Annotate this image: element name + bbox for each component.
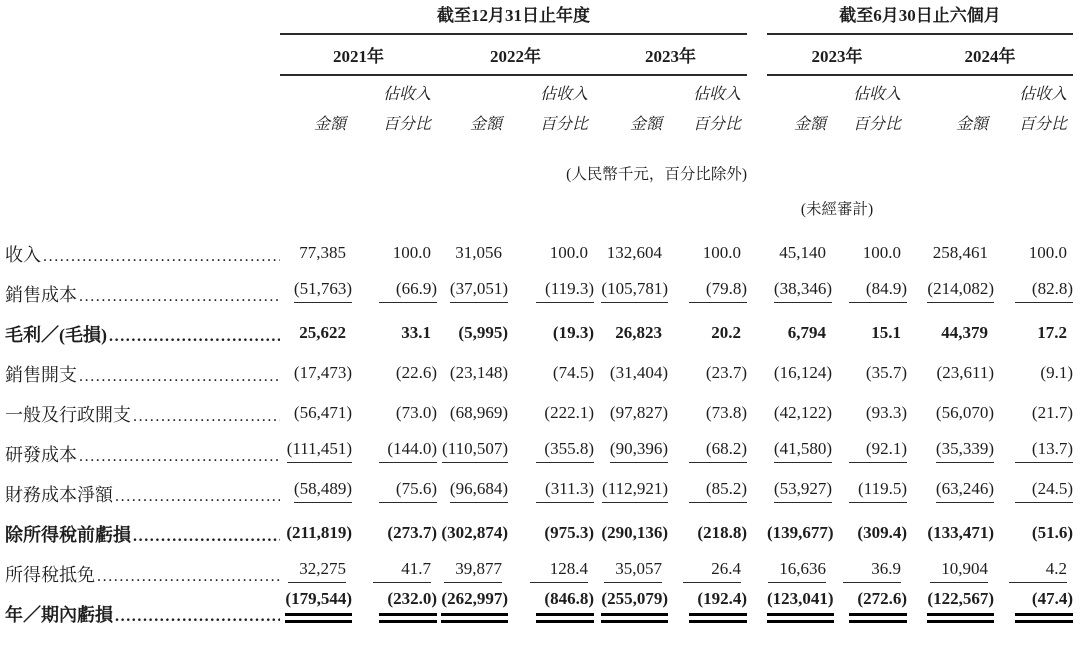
row-label	[0, 308, 280, 348]
row-label-text: 銷售開支	[5, 365, 77, 385]
value-cell: 10,904	[907, 548, 994, 588]
value-cell: (179,544)	[280, 588, 352, 628]
row-label-text: 毛利／(毛損)	[5, 325, 107, 345]
value-cell: 44,379	[941, 323, 988, 342]
table-row	[0, 588, 1080, 628]
dot-leader	[77, 448, 280, 468]
row-label-text: 財務成本淨額	[5, 485, 113, 505]
value-cell: (75.6)	[352, 468, 437, 508]
amount-column-header: 金額	[313, 116, 346, 133]
unaudited-note-row	[0, 190, 1080, 228]
value-cell: (22.6)	[395, 363, 437, 382]
year-header-2022: 2022年	[437, 34, 594, 75]
table-row	[0, 508, 1080, 548]
value-cell: (90,396)	[594, 428, 668, 468]
value-cell: (96,684)	[437, 468, 508, 508]
row-label	[0, 508, 280, 548]
value-cell: 26,823	[615, 323, 662, 342]
value-cell: (21.7)	[1031, 403, 1073, 422]
dot-leader	[131, 528, 280, 548]
value-cell: (84.9)	[832, 268, 907, 308]
amount-column-header: 金額	[629, 116, 662, 133]
value-cell: (38,346)	[767, 268, 832, 308]
dot-leader	[113, 608, 280, 628]
dot-leader	[95, 568, 280, 588]
value-cell: (16,124)	[773, 363, 832, 382]
amount-column-header: 金額	[469, 116, 502, 133]
row-label	[0, 548, 280, 588]
value-cell: 100.0	[392, 243, 431, 262]
interim-period-header: 截至6月30日止六個月	[767, 0, 1073, 34]
value-cell: (53,927)	[767, 468, 832, 508]
row-label	[0, 468, 280, 508]
value-cell: (355.8)	[508, 428, 594, 468]
value-cell: (93.3)	[865, 403, 907, 422]
value-cell: 35,057	[594, 548, 668, 588]
value-cell: 41.7	[352, 548, 437, 588]
value-cell: 36.9	[832, 548, 907, 588]
value-cell: (218.8)	[697, 523, 747, 542]
value-cell: 100.0	[549, 243, 588, 262]
value-cell: (9.1)	[1040, 363, 1073, 382]
value-cell: (35,339)	[907, 428, 994, 468]
value-cell: (47.4)	[994, 588, 1073, 628]
dot-leader	[107, 328, 280, 348]
table-row	[0, 548, 1080, 588]
amount-column-header: 金額	[793, 116, 826, 133]
value-cell: 15.1	[871, 323, 901, 342]
value-cell: (139,677)	[767, 523, 834, 542]
value-cell: (309.4)	[857, 523, 907, 542]
value-cell: (24.5)	[994, 468, 1073, 508]
row-label-text: 所得稅抵免	[5, 565, 95, 585]
value-cell: (119.5)	[832, 468, 907, 508]
value-cell: (66.9)	[352, 268, 437, 308]
value-cell: (311.3)	[508, 468, 594, 508]
value-cell: (290,136)	[601, 523, 668, 542]
value-cell: (133,471)	[927, 523, 994, 542]
year-header-2021: 2021年	[280, 34, 437, 75]
value-cell: 39,877	[437, 548, 508, 588]
row-label-text: 一般及行政開支	[5, 405, 131, 425]
unit-note-row	[0, 145, 1080, 190]
value-cell: 100.0	[1028, 243, 1067, 262]
dot-leader	[77, 288, 280, 308]
value-cell: (144.0)	[352, 428, 437, 468]
table-row	[0, 428, 1080, 468]
value-cell: (31,404)	[609, 363, 668, 382]
value-cell: (122,567)	[907, 588, 994, 628]
value-cell: (23,611)	[936, 363, 994, 382]
value-cell: 100.0	[702, 243, 741, 262]
value-cell: (272.6)	[832, 588, 907, 628]
value-cell: 33.1	[401, 323, 431, 342]
dot-leader	[131, 408, 280, 428]
currency-unit-note: (人民幣千元，百分比除外)	[566, 166, 747, 183]
value-cell: (85.2)	[668, 468, 747, 508]
row-label-text: 除所得稅前虧損	[5, 525, 131, 545]
period-header-row	[0, 0, 1080, 34]
row-label-text: 銷售成本	[5, 285, 77, 305]
row-label-text: 收入	[5, 245, 41, 265]
table-row	[0, 228, 1080, 268]
value-cell: (273.7)	[387, 523, 437, 542]
value-cell: 20.2	[711, 323, 741, 342]
unaudited-note: (未經審計)	[800, 201, 874, 218]
row-label-text: 年／期內虧損	[5, 605, 113, 625]
value-cell: (19.3)	[552, 323, 594, 342]
value-cell: (123,041)	[767, 588, 832, 628]
value-cell: 26.4	[668, 548, 747, 588]
value-cell: (232.0)	[352, 588, 437, 628]
value-cell: (58,489)	[280, 468, 352, 508]
pct-column-header: 佔收入 百分比	[539, 86, 588, 133]
value-cell: 25,622	[299, 323, 346, 342]
value-cell: (17,473)	[293, 363, 352, 382]
value-cell: (79.8)	[668, 268, 747, 308]
value-cell: 100.0	[862, 243, 901, 262]
value-cell: (68.2)	[668, 428, 747, 468]
dot-leader	[77, 368, 280, 388]
annual-period-header: 截至12月31日止年度	[280, 0, 747, 34]
value-cell: (63,246)	[907, 468, 994, 508]
year-header-2023: 2023年	[594, 34, 747, 75]
value-cell: (5,995)	[458, 323, 508, 342]
year-header-2024-interim: 2024年	[907, 34, 1073, 75]
dot-leader	[41, 248, 280, 268]
value-cell: (262,997)	[437, 588, 508, 628]
year-header-row	[0, 34, 1080, 75]
value-cell: (846.8)	[508, 588, 594, 628]
value-cell: (23,148)	[449, 363, 508, 382]
value-cell: 4.2	[994, 548, 1073, 588]
value-cell: (222.1)	[544, 403, 594, 422]
value-cell: (73.0)	[395, 403, 437, 422]
value-cell: (211,819)	[286, 523, 352, 542]
table-row	[0, 388, 1080, 428]
value-cell: (37,051)	[437, 268, 508, 308]
row-label	[0, 428, 280, 468]
value-cell: (41,580)	[767, 428, 832, 468]
value-cell: (82.8)	[994, 268, 1073, 308]
value-cell: (192.4)	[668, 588, 747, 628]
value-cell: (975.3)	[544, 523, 594, 542]
row-label	[0, 348, 280, 388]
table-row	[0, 348, 1080, 388]
value-cell: (74.5)	[552, 363, 594, 382]
value-cell: (56,070)	[935, 403, 994, 422]
value-cell: 17.2	[1037, 323, 1067, 342]
pct-column-header: 佔收入 百分比	[852, 86, 901, 133]
pct-column-header: 佔收入 百分比	[692, 86, 741, 133]
value-cell: (97,827)	[609, 403, 668, 422]
value-cell: 16,636	[767, 548, 832, 588]
value-cell: 31,056	[455, 243, 502, 262]
value-cell: (56,471)	[293, 403, 352, 422]
row-label	[0, 588, 280, 628]
value-cell: 132,604	[606, 243, 662, 262]
value-cell: 45,140	[779, 243, 826, 262]
row-label	[0, 228, 280, 268]
pct-column-header: 佔收入 百分比	[382, 86, 431, 133]
value-cell: 128.4	[508, 548, 594, 588]
value-cell: (110,507)	[437, 428, 508, 468]
pct-column-header: 佔收入 百分比	[1018, 86, 1067, 133]
row-label	[0, 388, 280, 428]
value-cell: (255,079)	[594, 588, 668, 628]
value-cell: (112,921)	[594, 468, 668, 508]
table-row	[0, 308, 1080, 348]
value-cell: (119.3)	[508, 268, 594, 308]
value-cell: (42,122)	[773, 403, 832, 422]
value-cell: (35.7)	[865, 363, 907, 382]
table-row	[0, 268, 1080, 308]
value-cell: (105,781)	[594, 268, 668, 308]
value-cell: 6,794	[787, 323, 826, 342]
value-cell: (51.6)	[1031, 523, 1073, 542]
value-cell: (111,451)	[280, 428, 352, 468]
value-cell: (214,082)	[907, 268, 994, 308]
column-subheader-row	[0, 75, 1080, 145]
value-cell: (302,874)	[441, 523, 508, 542]
value-cell: (68,969)	[449, 403, 508, 422]
row-label-text: 研發成本	[5, 445, 77, 465]
table-row	[0, 468, 1080, 508]
year-header-2023-interim: 2023年	[767, 34, 907, 75]
value-cell: 77,385	[299, 243, 346, 262]
dot-leader	[113, 488, 280, 508]
value-cell: 32,275	[280, 548, 352, 588]
value-cell: (51,763)	[280, 268, 352, 308]
amount-column-header: 金額	[955, 116, 988, 133]
value-cell: (13.7)	[994, 428, 1073, 468]
row-label	[0, 268, 280, 308]
value-cell: (92.1)	[832, 428, 907, 468]
value-cell: (73.8)	[705, 403, 747, 422]
value-cell: 258,461	[932, 243, 988, 262]
value-cell: (23.7)	[705, 363, 747, 382]
